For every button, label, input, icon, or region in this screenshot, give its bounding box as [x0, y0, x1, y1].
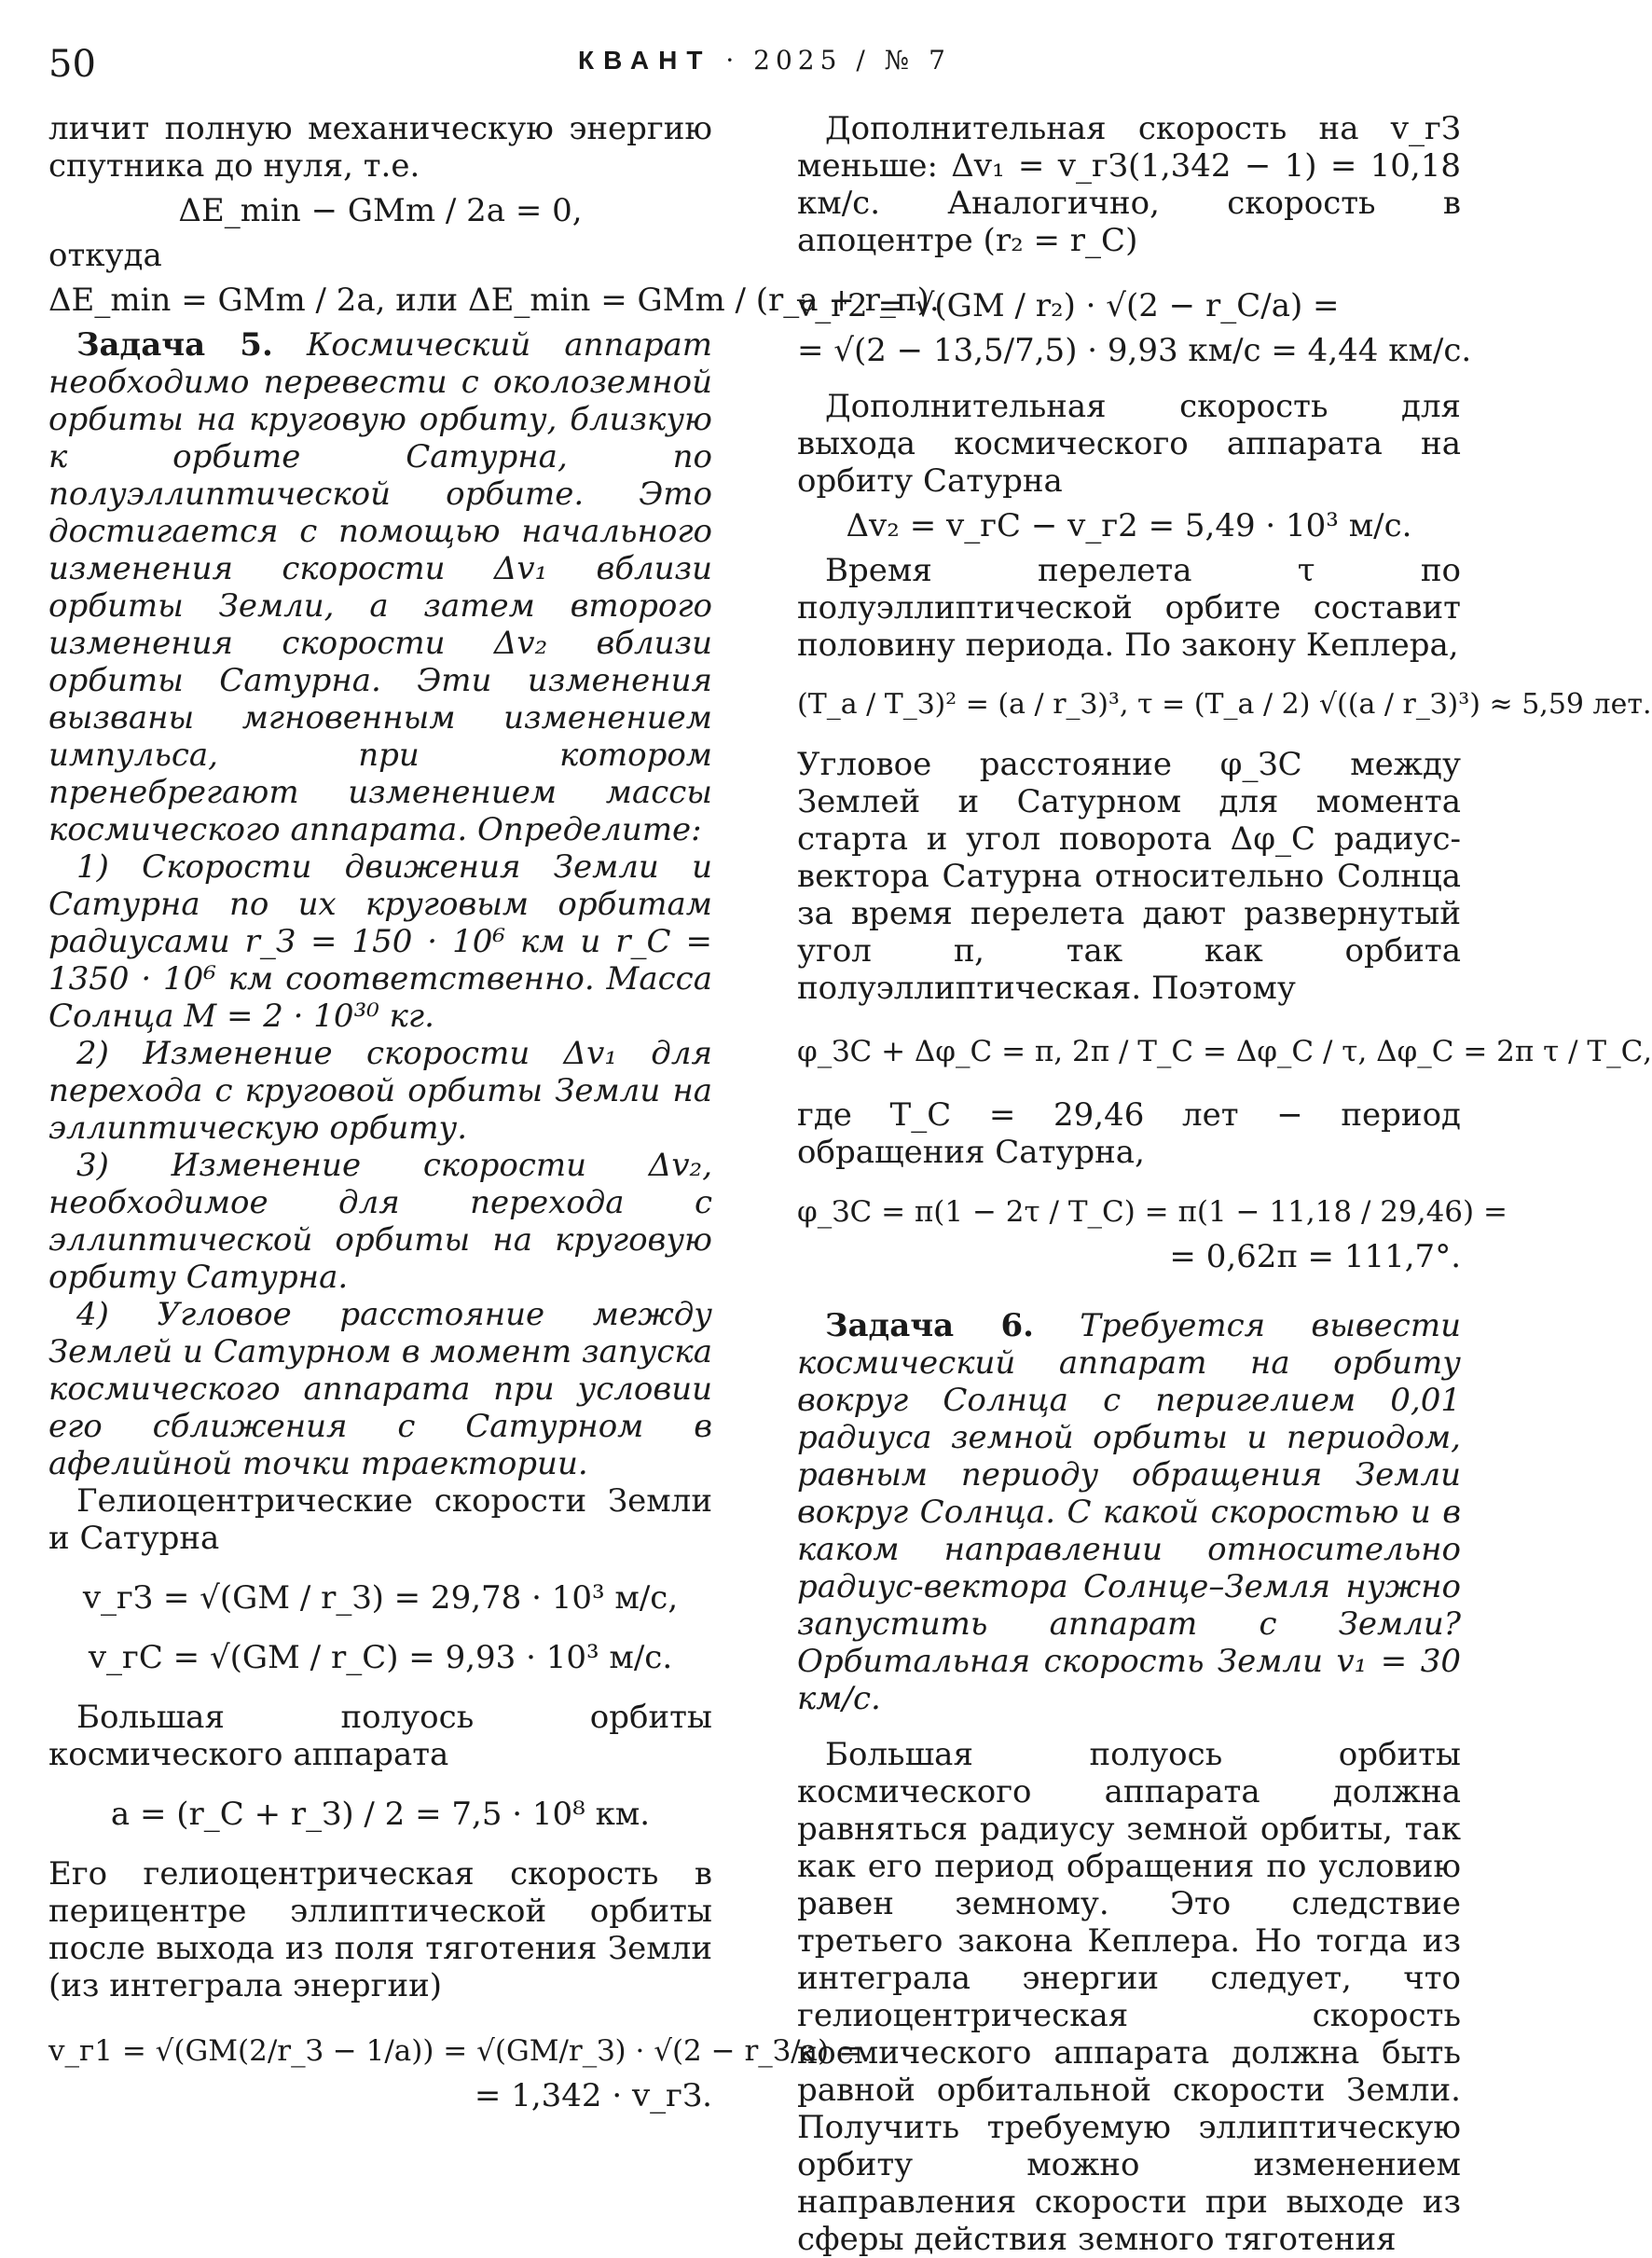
question-2: 2) Изменение скорости Δv₁ для перехода с круговой орбиты Земли на эллиптическую орбиту.: [48, 1035, 712, 1147]
equation: φ_ЗС = π(1 − 2τ / T_С) = π(1 − 11,18 / 29,46) =: [797, 1195, 1507, 1229]
task-5-label: Задача 5.: [76, 326, 273, 364]
running-title: [578, 45, 951, 76]
paragraph: Большая полуось орбиты космического аппарата должна равняться радиусу земной орбиты, так как его период обращения по условию равен земному. Это следствие третьего закона Кеплера. Но тогда из интеграла энергии следует, что гелиоцентрическая скорость космического аппарата должна быть равной орбитальной скорости Земли. Получить требуемую эллиптическую орбиту можно изменением направления скорости при выходе из сферы действия земного тяготения: [797, 1736, 1461, 2258]
paragraph: Дополнительная скорость на v_гЗ меньше: Δv₁ = v_гЗ(1,342 − 1) = 10,18 км/с. Аналогично, скорость в апоцентре (r₂ = r_С): [797, 110, 1461, 259]
equation: v_г2 = √(GM / r₂) · √(2 − r_С/a) =: [797, 287, 1340, 324]
task-6-text: Требуется вывести космический аппарат на орбиту вокруг Солнца с перигелием 0,01 радиуса земной орбиты и периодом, равным периоду обращения Земли вокруг Солнца. С какой скоростью и в каком направлении относительно радиус-вектора Солнце–Земля нужно запустить аппарат с Земли? Орбитальная скорость Земли v₁ = 30 км/с.: [797, 1307, 1461, 1717]
task-5: [48, 326, 712, 848]
paragraph: личит полную механическую энергию спутника до нуля, т.е.: [48, 110, 712, 185]
paragraph: где T_С = 29,46 лет − период обращения Сатурна,: [797, 1096, 1461, 1171]
equation: (T_а / T_З)² = (a / r_З)³, τ = (T_а / 2) √((a / r_З)³) ≈ 5,59 лет.: [797, 688, 1652, 721]
equation: Δv₂ = v_гС − v_г2 = 5,49 · 10³ м/с.: [846, 507, 1412, 544]
paragraph: Большая полуось орбиты космического аппарата: [48, 1699, 712, 1773]
paragraph: Его гелиоцентрическая скорость в перицентре эллиптической орбиты после выхода из поля тяготения Земли (из интеграла энергии): [48, 1855, 712, 2004]
question-1: 1) Скорости движения Земли и Сатурна по их круговым орбитам радиусами r_З = 150 · 10⁶ км и r_С = 1350 · 10⁶ км соответственно. Масса Солнца M = 2 · 10³⁰ кг.: [48, 848, 712, 1035]
equation: a = (r_С + r_З) / 2 = 7,5 · 10⁸ км.: [110, 1796, 651, 1833]
equation: v_гС = √(GM / r_С) = 9,93 · 10³ м/с.: [88, 1639, 673, 1676]
page-header: [0, 0, 1492, 103]
paragraph: откуда: [48, 237, 162, 274]
paragraph: Время перелета τ по полуэллиптической орбите составит половину периода. По закону Кеплера,: [797, 552, 1461, 664]
journal-name: КВАНТ: [578, 46, 712, 75]
task-6-label: Задача 6.: [825, 1307, 1034, 1344]
paragraph: Угловое расстояние φ_ЗС между Землей и Сатурном для момента старта и угол поворота Δφ_С радиус-вектора Сатурна относительно Солнца за время перелета дают развернутый угол π, так как орбита полуэллиптическая. Поэтому: [797, 746, 1461, 1007]
task-6: [797, 1307, 1461, 1717]
equation-continued: = √(2 − 13,5/7,5) · 9,93 км/с = 4,44 км/с.: [797, 332, 1472, 369]
equation: v_гЗ = √(GM / r_З) = 29,78 · 10³ м/с,: [82, 1579, 679, 1617]
right-column: [797, 110, 1652, 2258]
equation: φ_ЗС + Δφ_С = π, 2π / T_С = Δφ_С / τ, Δφ_С = 2π τ / T_С,: [797, 1035, 1652, 1068]
equation: v_г1 = √(GM(2/r_З − 1/a)) = √(GM/r_З) · √(2 − r_З/a) =: [48, 2034, 862, 2068]
issue-label: · 2025 / № 7: [725, 45, 951, 76]
task-5-text: Космический аппарат необходимо перевести с околоземной орбиты на круговую орбиту, близкую к орбите Сатурна, по полуэллиптической орбите. Это достигается с помощью начального изменения скорости Δv₁ вблизи орбиты Земли, а затем второго изменения скорости Δv₂ вблизи орбиты Сатурна. Эти изменения вызваны мгновенным изменением импульса, при котором пренебрегают изменением массы космического аппарата. Определите:: [48, 326, 712, 848]
equation: ΔE_min − GMm / 2a = 0,: [178, 192, 583, 229]
question-4: 4) Угловое расстояние между Землей и Сатурном в момент запуска космического аппарата при условии его сближения с Сатурном в афелийной точки траектории.: [48, 1296, 712, 1482]
question-3: 3) Изменение скорости Δv₂, необходимое для перехода с эллиптической орбиты на круговую орбиту Сатурна.: [48, 1147, 712, 1296]
paragraph: Гелиоцентрические скорости Земли и Сатурна: [48, 1482, 712, 1557]
spacer: [797, 1283, 1461, 1307]
equation-continued: = 1,342 · v_гЗ.: [474, 2077, 712, 2114]
paragraph: Дополнительная скорость для выхода космического аппарата на орбиту Сатурна: [797, 388, 1461, 500]
equation: ΔE_min = GMm / 2a, или ΔE_min = GMm / (r_а + r_п).: [48, 282, 940, 319]
equation-continued: = 0,62π = 111,7°.: [1169, 1238, 1461, 1275]
page-number: 50: [48, 43, 96, 86]
